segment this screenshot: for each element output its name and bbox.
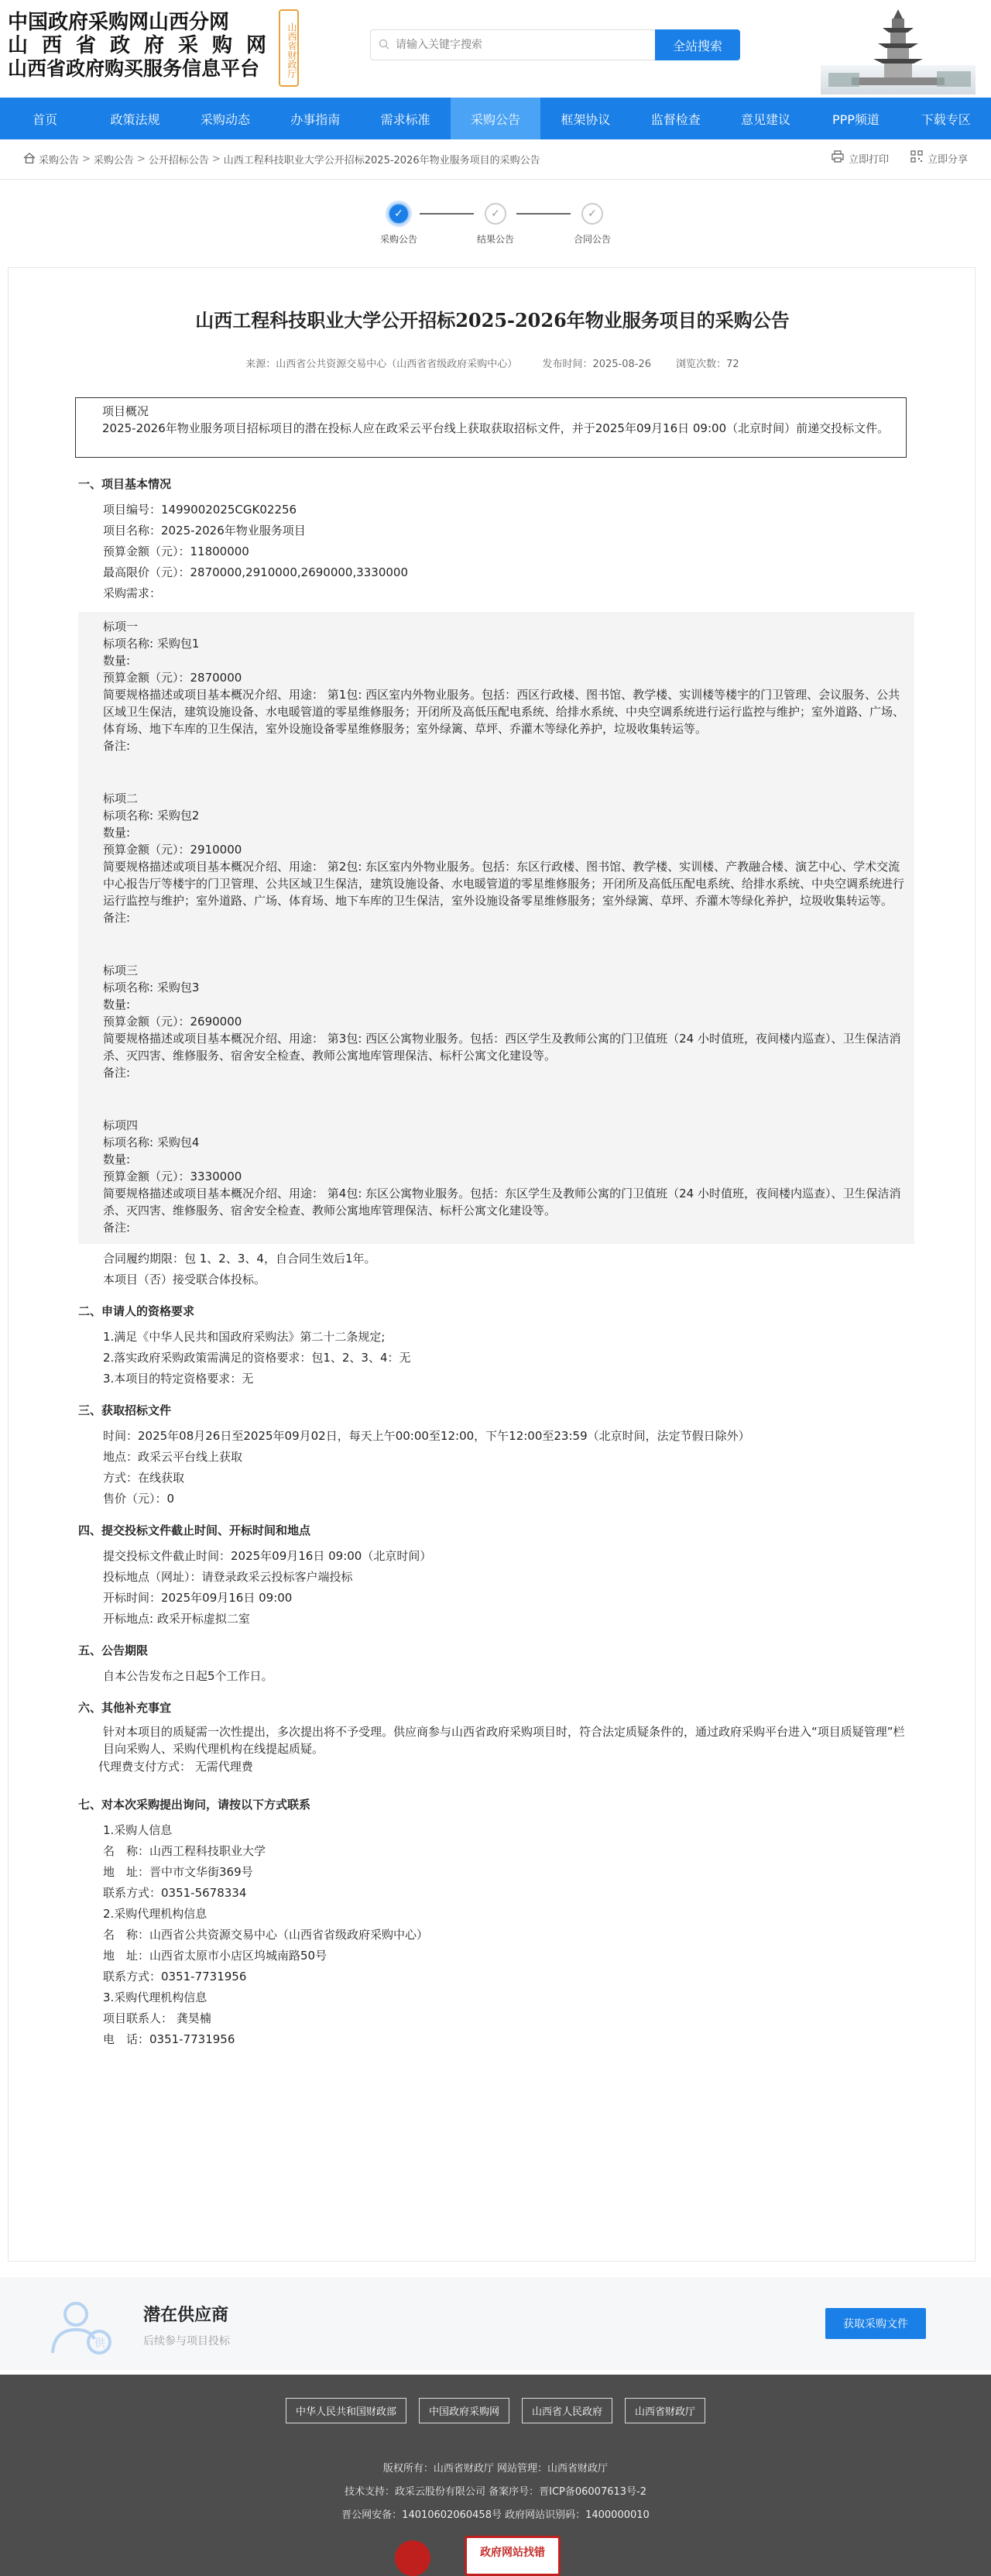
contact-line: 名 称：山西省公共资源交易中心（山西省省级政府采购中心） <box>103 1928 429 1942</box>
article-source: 来源：山西省公共资源交易中心（山西省省级政府采购中心） <box>245 359 518 370</box>
check-icon: ✓ <box>485 203 506 225</box>
check-icon: ✓ <box>388 203 410 225</box>
section-title: 二、申请人的资格要求 <box>78 1304 195 1318</box>
step-procurement[interactable] <box>372 203 426 246</box>
search-icon <box>379 38 389 53</box>
section-period <box>78 1666 914 1687</box>
logo-line-3: 山西省政府购买服务信息平台 <box>8 57 260 80</box>
contact-line: 名 称：山西工程科技职业大学 <box>103 1844 266 1858</box>
potential-supplier-banner <box>0 2277 991 2370</box>
info-line: 投标地点（网址）：请登录政采云投标客户端投标 <box>103 1570 353 1584</box>
contact-line: 联系方式：0351-7731956 <box>103 1970 247 1984</box>
page-tools <box>832 150 968 166</box>
breadcrumb-item[interactable]: 采购公告 <box>39 155 80 167</box>
contact-line: 2.采购代理机构信息 <box>103 1907 207 1921</box>
nav-supervision[interactable]: 监督检查 <box>650 112 701 127</box>
lot-description: 简要规格描述或项目基本概况介绍、用途： 第2包: 东区室内外物业服务。包括：东区行政楼、图书馆、教学楼、实训楼、产教融合楼、演艺中心、学术交流中心报告厅等楼宇的门卫管理、公共区域卫生保洁，建筑设施设备、水电暖管道的零星维修服务；开闭所及高低压配电系统、给排水系统、中央空调系统进行运行监控与维护；室外道路、广场、体育场、地下车库的卫生保洁，室外设施设备零星维修服务；室外绿篱、草坪、乔灌木等绿化养护，垃圾收集转运等。 <box>103 860 905 908</box>
contact-line: 地 址：山西省太原市小店区坞城南路50号 <box>103 1949 327 1963</box>
supplier-user-icon <box>45 2299 119 2358</box>
lots-panel <box>78 612 914 1244</box>
article-content <box>78 469 914 2050</box>
lot-description: 简要规格描述或项目基本概况介绍、用途： 第4包: 东区公寓物业服务。包括：东区学生及教师公寓的门卫值班（24 小时值班，夜间楼内巡查）、卫生保洁消杀、灭四害、维修服务、宿舍安全检查、教师公寓地库管理保洁、标杆公寓文化建设等。 <box>103 1187 901 1218</box>
home-icon[interactable] <box>23 153 36 167</box>
logo-line-2: 山西省政府采购网 <box>8 34 281 57</box>
nav-downloads[interactable]: 下载专区 <box>921 112 971 127</box>
info-line: 预算金额（元）：11800000 <box>103 544 249 558</box>
svg-text:供: 供 <box>94 2337 105 2350</box>
step-label: 结果公告 <box>476 234 514 245</box>
lot-package: 标项名称: 采购包1 <box>103 637 200 651</box>
section-title: 四、提交投标文件截止时间、开标时间和地点 <box>78 1523 311 1537</box>
step-connector <box>516 213 571 215</box>
announcement-steps <box>372 203 619 257</box>
info-line: 时间：2025年08月26日至2025年09月02日，每天上午00:00至12:00，下午12:00至23:59（北京时间，法定节假日除外） <box>103 1429 750 1443</box>
announcement-article <box>8 267 976 2262</box>
article-meta <box>9 355 976 370</box>
supplier-title: 潜在供应商 <box>143 2306 229 2325</box>
footer-link[interactable]: 山西省财政厅 <box>625 2398 705 2423</box>
lot-name: 标项三 <box>103 963 139 977</box>
main-nav <box>0 98 991 139</box>
lot-note: 备注: <box>103 1221 131 1235</box>
breadcrumb-separator: > <box>136 153 146 165</box>
lot-budget: 预算金额（元）：2870000 <box>103 671 242 685</box>
contact-line: 项目联系人： 龚昊楠 <box>103 2011 211 2025</box>
info-line: 售价（元）：0 <box>103 1492 175 1506</box>
search-input[interactable] <box>394 38 642 52</box>
lot-package: 标项名称: 采购包3 <box>103 981 200 994</box>
lot-item <box>103 618 907 754</box>
nav-home[interactable]: 首页 <box>33 112 58 127</box>
footer-link[interactable]: 山西省人民政府 <box>522 2398 612 2423</box>
check-icon: ✓ <box>581 203 603 225</box>
printer-icon <box>832 150 844 166</box>
lot-package: 标项名称: 采购包2 <box>103 809 200 823</box>
police-badge-icon[interactable] <box>395 2540 430 2576</box>
breadcrumb <box>23 152 540 167</box>
lot-item <box>103 1117 907 1236</box>
lot-quantity: 数量: <box>103 998 131 1012</box>
share-label: 立即分享 <box>927 153 968 166</box>
site-footer <box>0 2375 991 2576</box>
contact-line: 3.采购代理机构信息 <box>103 1990 207 2004</box>
step-connector <box>420 213 474 215</box>
lot-note: 备注: <box>103 739 131 753</box>
section-title: 七、对本次采购提出询问，请按以下方式联系 <box>78 1798 311 1812</box>
info-line: 本项目（否）接受联合体投标。 <box>103 1273 266 1286</box>
section-basic-info <box>78 500 914 604</box>
nav-guide[interactable]: 办事指南 <box>290 112 341 127</box>
info-line: 2.落实政府采购政策需满足的资格要求：包1、2、3、4：无 <box>103 1351 411 1365</box>
lot-budget: 预算金额（元）：2690000 <box>103 1015 242 1029</box>
step-contract[interactable] <box>565 203 619 246</box>
breadcrumb-separator: > <box>82 153 91 165</box>
breadcrumb-item[interactable]: 公开招标公告 <box>148 155 209 167</box>
info-line: 合同履约期限：包 1、2、3、4，自合同生效后1年。 <box>103 1252 376 1266</box>
info-line: 开标时间：2025年09月16日 09:00 <box>103 1591 293 1605</box>
lot-name: 标项四 <box>103 1118 139 1132</box>
nav-news[interactable]: 采购动态 <box>200 112 250 127</box>
lot-quantity: 数量: <box>103 654 131 668</box>
lot-quantity: 数量: <box>103 826 131 840</box>
search-button[interactable]: 全站搜索 <box>655 29 740 60</box>
page-title: 山西工程科技职业大学公开招标2025-2026年物业服务项目的采购公告 <box>195 309 790 331</box>
breadcrumb-current: 山西工程科技职业大学公开招标2025-2026年物业服务项目的采购公告 <box>223 155 540 167</box>
step-label: 合同公告 <box>573 234 611 245</box>
section-contract-info <box>78 1249 914 1290</box>
site-header <box>0 0 991 98</box>
info-line: 采购需求： <box>103 586 162 600</box>
section-title: 三、获取招标文件 <box>78 1403 172 1417</box>
info-line: 1.满足《中华人民共和国政府采购法》第二十二条规定; <box>103 1330 386 1344</box>
step-label: 采购公告 <box>379 234 417 245</box>
info-line: 项目编号：1499002025CGK02256 <box>103 503 297 517</box>
nav-ppp[interactable]: PPP频道 <box>832 112 880 127</box>
section-contacts <box>78 1820 914 2050</box>
lot-budget: 预算金额（元）：3330000 <box>103 1170 242 1183</box>
lot-name: 标项二 <box>103 792 139 805</box>
contact-line: 联系方式：0351-5678334 <box>103 1886 247 1900</box>
breadcrumb-bar <box>0 139 991 180</box>
summary-text: 2025-2026年物业服务项目招标项目的潜在投标人应在政采云平台线上获取获取招标文件，并于2025年09月16日 09:00（北京时间）前递交投标文件。 <box>102 421 890 435</box>
site-error-report-badge[interactable]: 政府网站找错 <box>465 2536 561 2576</box>
step-result[interactable] <box>468 203 523 246</box>
lot-description: 简要规格描述或项目基本概况介绍、用途： 第1包: 西区室内外物业服务。包括：西区行政楼、图书馆、教学楼、实训楼等楼宇的门卫管理、会议服务、公共区域卫生保洁，建筑设施设备、水电暖管道的零星维修服务；开闭所及高低压配电系统、给排水系统、中央空调系统进行运行监控与维护；室外道路、广场、体育场、地下车库的卫生保洁，室外设施设备零星维修服务；室外绿篱、草坪、乔灌木等绿化养护，垃圾收集转运等。 <box>103 688 905 736</box>
supplement-text: 针对本项目的质疑需一次性提出，多次提出将不予受理。供应商参与山西省政府采购项目时，符合法定质疑条件的，通过政府采购平台进入“项目质疑管理”栏目向采购人、采购代理机构在线提起质疑。 <box>103 1725 905 1756</box>
contact-line: 1.采购人信息 <box>103 1823 173 1837</box>
lot-name: 标项一 <box>103 620 139 634</box>
info-line: 开标地点: 政采开标虚拟二室 <box>103 1612 250 1626</box>
info-line: 提交投标文件截止时间：2025年09月16日 09:00（北京时间） <box>103 1549 432 1563</box>
contact-line: 地 址：晋中市文华街369号 <box>103 1865 253 1879</box>
agent-fee: 代理费支付方式： 无需代理费 <box>98 1760 253 1774</box>
lot-note: 备注: <box>103 911 131 925</box>
print-button[interactable] <box>832 150 889 166</box>
section-title: 一、项目基本情况 <box>78 477 172 491</box>
lot-quantity: 数量: <box>103 1152 131 1166</box>
pagoda-illustration-icon <box>821 3 976 94</box>
breadcrumb-separator: > <box>211 153 221 165</box>
lot-budget: 预算金额（元）：2910000 <box>103 843 242 857</box>
footer-security: 晋公网安备：14010602060458号 政府网站识别码：1400000010 <box>341 2509 650 2521</box>
search-box <box>370 29 657 60</box>
footer-link[interactable]: 中国政府采购网 <box>419 2398 509 2423</box>
summary-heading: 项目概况 <box>102 404 149 418</box>
lot-description: 简要规格描述或项目基本概况介绍、用途： 第3包: 西区公寓物业服务。包括：西区学生及教师公寓的门卫值班（24 小时值班，夜间楼内巡查）、卫生保洁消杀、灭四害、维修服务、宿舍安全检查、教师公寓地库管理保洁、标杆公寓文化建设等。 <box>103 1032 901 1063</box>
info-line: 方式：在线获取 <box>103 1471 185 1485</box>
section-qualification <box>78 1327 914 1389</box>
nav-announcements[interactable]: 采购公告 <box>451 98 540 139</box>
print-label: 立即打印 <box>848 153 889 166</box>
nav-feedback[interactable]: 意见建议 <box>741 112 791 127</box>
get-procurement-docs-button[interactable]: 获取采购文件 <box>825 2308 926 2339</box>
section-deadline <box>78 1546 914 1630</box>
lot-note: 备注: <box>103 1066 131 1080</box>
lot-package: 标项名称: 采购包4 <box>103 1135 200 1149</box>
finance-seal-icon: 山西省财政厅 <box>279 9 299 87</box>
section-title: 六、其他补充事宜 <box>78 1701 172 1715</box>
section-title: 五、公告期限 <box>78 1643 149 1657</box>
view-count: 浏览次数：72 <box>676 359 739 370</box>
footer-support: 技术支持：政采云股份有限公司 备案序号：晋ICP备06007613号-2 <box>344 2486 646 2498</box>
project-summary-box <box>75 397 907 458</box>
nav-framework[interactable]: 框架协议 <box>561 112 611 127</box>
info-line: 自本公告发布之日起5个工作日。 <box>103 1669 273 1683</box>
supplier-subtitle: 后续参与项目投标 <box>143 2335 230 2348</box>
site-logo[interactable] <box>8 11 281 81</box>
info-line: 3.本项目的特定资格要求：无 <box>103 1372 254 1386</box>
nav-policy[interactable]: 政策法规 <box>110 112 160 127</box>
share-button[interactable] <box>910 150 968 166</box>
section-obtain-docs <box>78 1426 914 1510</box>
contact-line: 电 话：0351-7731956 <box>103 2032 235 2046</box>
publish-time: 发布时间：2025-08-26 <box>542 359 652 370</box>
nav-standards[interactable]: 需求标准 <box>380 112 430 127</box>
footer-link[interactable]: 中华人民共和国财政部 <box>286 2398 406 2423</box>
logo-line-1: 中国政府采购网山西分网 <box>8 11 230 34</box>
breadcrumb-item[interactable]: 采购公告 <box>93 155 134 167</box>
footer-copyright: 版权所有：山西省财政厅 网站管理：山西省财政厅 <box>382 2463 609 2475</box>
qr-code-icon <box>910 150 923 166</box>
info-line: 最高限价（元）：2870000,2910000,2690000,3330000 <box>103 565 409 579</box>
lot-item <box>103 790 907 926</box>
info-line: 项目名称：2025-2026年物业服务项目 <box>103 524 306 538</box>
footer-links <box>0 2398 991 2423</box>
info-line: 地点：政采云平台线上获取 <box>103 1450 243 1464</box>
lot-item <box>103 962 907 1081</box>
